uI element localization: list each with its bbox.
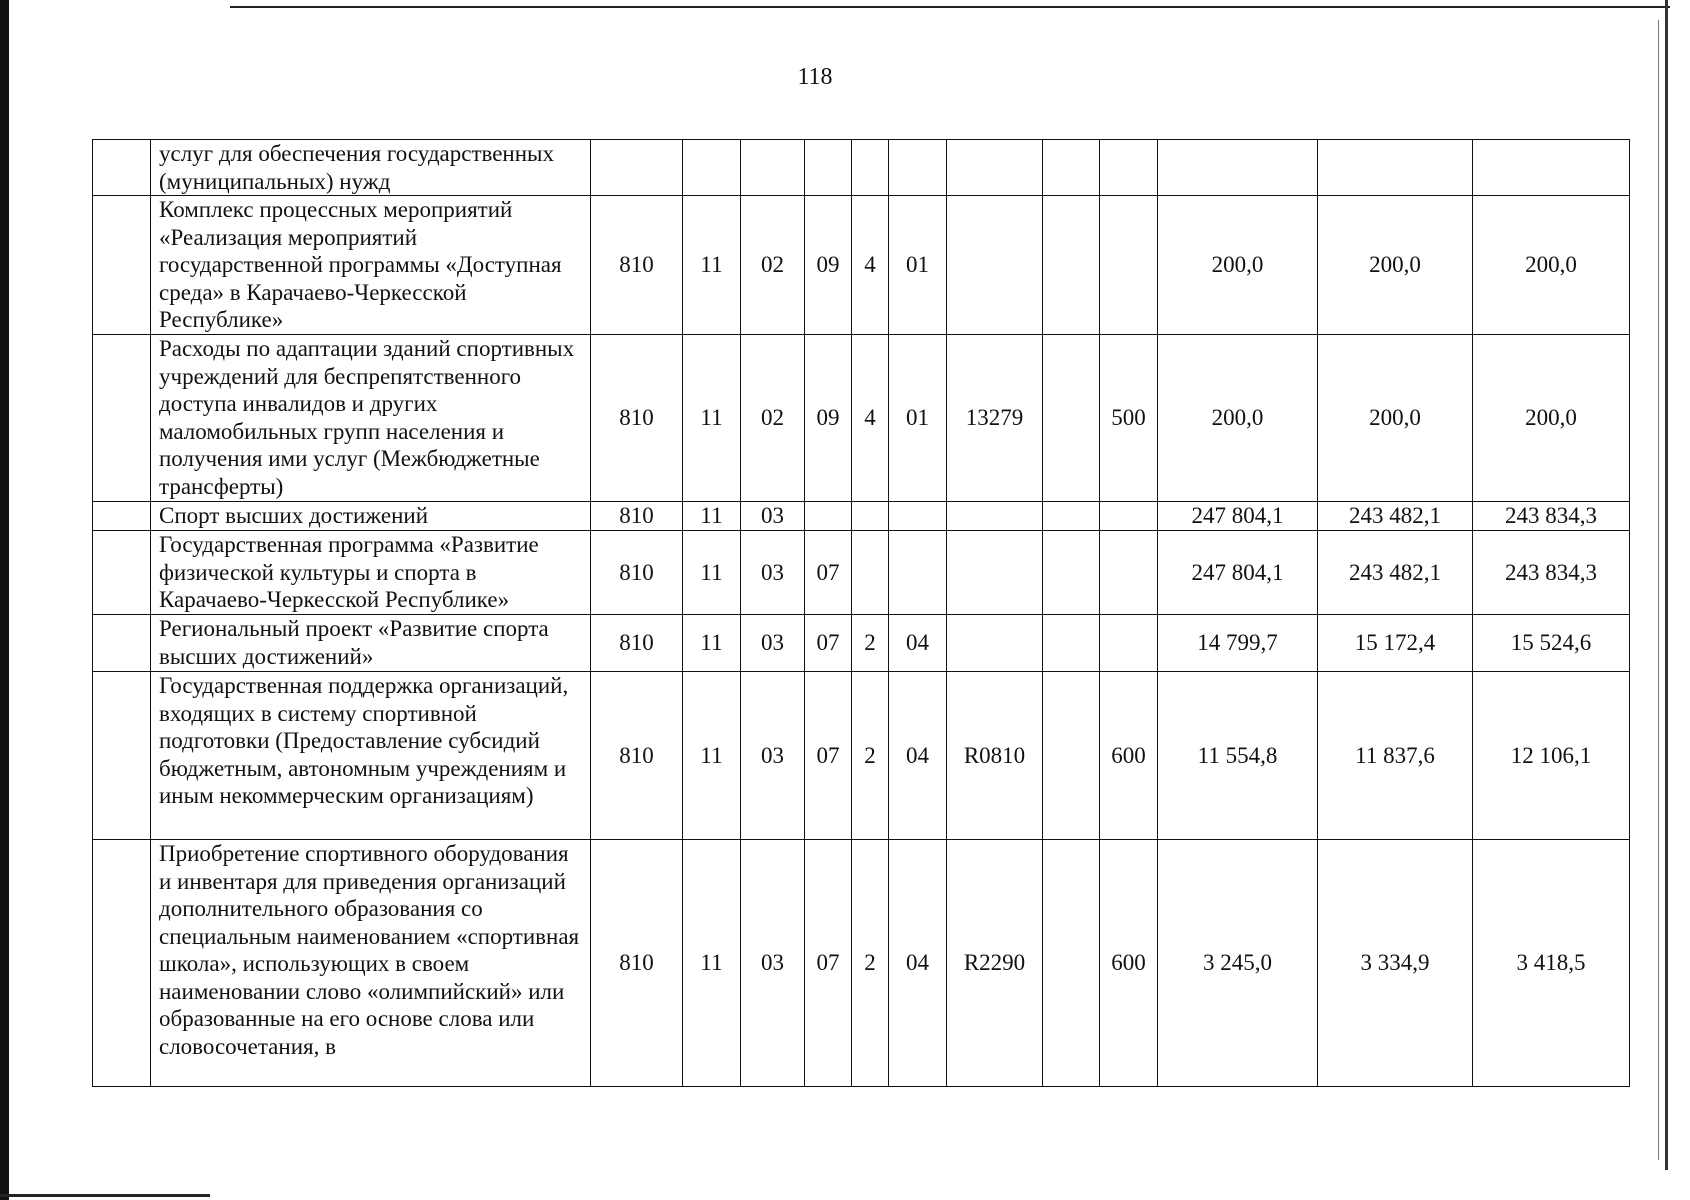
cell-pr: 03: [741, 531, 805, 615]
cell-year-1: 3 245,0: [1158, 840, 1318, 1087]
cell-year-1: 14 799,7: [1158, 615, 1318, 672]
cell-csr-2: [852, 140, 889, 196]
row-name: Региональный проект «Развитие спорта высших достижений»: [151, 615, 591, 672]
cell-gr: [591, 140, 683, 196]
table-row: [93, 140, 1630, 196]
cell-csr-3: 04: [889, 672, 947, 840]
cell-csr-2: 4: [852, 335, 889, 502]
empty-cell: [93, 531, 151, 615]
scan-edge-right-inner: [1658, 20, 1659, 1160]
cell-csr-5: [1043, 140, 1100, 196]
cell-csr-5: [1043, 672, 1100, 840]
empty-cell: [93, 140, 151, 196]
cell-year-3: [1473, 140, 1630, 196]
empty-cell: [93, 840, 151, 1087]
cell-year-3: 200,0: [1473, 335, 1630, 502]
cell-csr-4: R0810: [947, 672, 1043, 840]
cell-rz: 11: [683, 502, 741, 531]
cell-year-3: 243 834,3: [1473, 531, 1630, 615]
scan-edge-bottom: [0, 1194, 210, 1197]
cell-csr-5: [1043, 615, 1100, 672]
cell-rz: 11: [683, 531, 741, 615]
table-row: [93, 672, 1630, 840]
cell-gr: 810: [591, 531, 683, 615]
cell-csr-5: [1043, 502, 1100, 531]
cell-rz: 11: [683, 196, 741, 335]
cell-csr-1: 09: [805, 335, 852, 502]
cell-csr-5: [1043, 531, 1100, 615]
row-name: Государственная поддержка организаций, входящих в систему спортивной подготовки (Предоставление субсидий бюджетным, автономным учреждениям и иным некоммерческим организациям): [151, 672, 591, 840]
cell-csr-3: 04: [889, 840, 947, 1087]
row-name: Приобретение спортивного оборудования и инвентаря для приведения организаций дополнительного образования со специальным наименованием «спортивная школа», использующих в своем наименовании слово «олимпийский» или образованные на его основе слова или словосочетания, в: [151, 840, 591, 1087]
cell-csr-4: [947, 196, 1043, 335]
cell-csr-5: [1043, 196, 1100, 335]
cell-gr: 810: [591, 840, 683, 1087]
table-row: [93, 502, 1630, 531]
cell-csr-5: [1043, 840, 1100, 1087]
cell-csr-2: 2: [852, 615, 889, 672]
empty-cell: [93, 335, 151, 502]
cell-year-2: 243 482,1: [1318, 531, 1473, 615]
cell-csr-1: [805, 140, 852, 196]
page-number: 118: [797, 64, 833, 90]
cell-year-2: 11 837,6: [1318, 672, 1473, 840]
cell-year-1: 200,0: [1158, 196, 1318, 335]
table-row: [93, 335, 1630, 502]
row-name: услуг для обеспечения государственных (муниципальных) нужд: [151, 140, 591, 196]
cell-gr: 810: [591, 196, 683, 335]
budget-table: [92, 139, 1630, 1087]
empty-cell: [93, 672, 151, 840]
cell-year-2: 200,0: [1318, 335, 1473, 502]
cell-year-2: 15 172,4: [1318, 615, 1473, 672]
cell-gr: 810: [591, 615, 683, 672]
cell-year-2: 200,0: [1318, 196, 1473, 335]
empty-cell: [93, 502, 151, 531]
scan-edge-right: [1665, 0, 1668, 1170]
table-row: [93, 196, 1630, 335]
cell-csr-2: 4: [852, 196, 889, 335]
row-name: Спорт высших достижений: [151, 502, 591, 531]
cell-year-3: 243 834,3: [1473, 502, 1630, 531]
cell-rz: 11: [683, 615, 741, 672]
cell-gr: 810: [591, 672, 683, 840]
cell-csr-4: [947, 531, 1043, 615]
cell-vr: 500: [1100, 335, 1158, 502]
cell-gr: 810: [591, 335, 683, 502]
cell-csr-4: R2290: [947, 840, 1043, 1087]
cell-csr-1: 09: [805, 196, 852, 335]
cell-csr-3: 04: [889, 615, 947, 672]
cell-csr-4: [947, 615, 1043, 672]
cell-vr: 600: [1100, 840, 1158, 1087]
cell-pr: 03: [741, 502, 805, 531]
scan-edge-top: [230, 6, 1670, 8]
row-name: Комплекс процессных мероприятий «Реализация мероприятий государственной программы «Доступная среда» в Карачаево-Черкесской Республике»: [151, 196, 591, 335]
cell-year-2: 3 334,9: [1318, 840, 1473, 1087]
cell-csr-2: 2: [852, 672, 889, 840]
cell-year-3: 3 418,5: [1473, 840, 1630, 1087]
cell-year-3: 200,0: [1473, 196, 1630, 335]
cell-rz: 11: [683, 840, 741, 1087]
cell-gr: 810: [591, 502, 683, 531]
cell-rz: [683, 140, 741, 196]
cell-rz: 11: [683, 672, 741, 840]
empty-cell: [93, 196, 151, 335]
cell-csr-3: [889, 531, 947, 615]
table-row: [93, 840, 1630, 1087]
empty-cell: [93, 615, 151, 672]
cell-csr-3: 01: [889, 335, 947, 502]
cell-vr: [1100, 615, 1158, 672]
cell-rz: 11: [683, 335, 741, 502]
scan-edge-left: [0, 0, 9, 1200]
cell-pr: 03: [741, 840, 805, 1087]
table-row: [93, 615, 1630, 672]
cell-csr-2: 2: [852, 840, 889, 1087]
cell-year-1: [1158, 140, 1318, 196]
cell-vr: [1100, 502, 1158, 531]
cell-vr: 600: [1100, 672, 1158, 840]
cell-year-1: 11 554,8: [1158, 672, 1318, 840]
cell-year-1: 200,0: [1158, 335, 1318, 502]
cell-pr: [741, 140, 805, 196]
cell-csr-4: 13279: [947, 335, 1043, 502]
cell-vr: [1100, 196, 1158, 335]
cell-year-3: 15 524,6: [1473, 615, 1630, 672]
cell-csr-1: 07: [805, 840, 852, 1087]
cell-csr-1: 07: [805, 672, 852, 840]
cell-vr: [1100, 531, 1158, 615]
cell-csr-2: [852, 502, 889, 531]
cell-year-3: 12 106,1: [1473, 672, 1630, 840]
cell-csr-2: [852, 531, 889, 615]
cell-year-2: 243 482,1: [1318, 502, 1473, 531]
cell-pr: 03: [741, 615, 805, 672]
cell-csr-3: [889, 502, 947, 531]
cell-year-1: 247 804,1: [1158, 531, 1318, 615]
cell-csr-5: [1043, 335, 1100, 502]
row-name: Государственная программа «Развитие физической культуры и спорта в Карачаево-Черкесской Республике»: [151, 531, 591, 615]
row-name: Расходы по адаптации зданий спортивных учреждений для беспрепятственного доступа инвалидов и других маломобильных групп населения и получения ими услуг (Межбюджетные трансферты): [151, 335, 591, 502]
cell-year-1: 247 804,1: [1158, 502, 1318, 531]
cell-year-2: [1318, 140, 1473, 196]
cell-csr-1: 07: [805, 615, 852, 672]
cell-csr-1: 07: [805, 531, 852, 615]
cell-csr-1: [805, 502, 852, 531]
cell-pr: 02: [741, 335, 805, 502]
cell-csr-3: 01: [889, 196, 947, 335]
cell-vr: [1100, 140, 1158, 196]
cell-pr: 03: [741, 672, 805, 840]
table-row: [93, 531, 1630, 615]
cell-csr-4: [947, 502, 1043, 531]
cell-pr: 02: [741, 196, 805, 335]
cell-csr-4: [947, 140, 1043, 196]
cell-csr-3: [889, 140, 947, 196]
